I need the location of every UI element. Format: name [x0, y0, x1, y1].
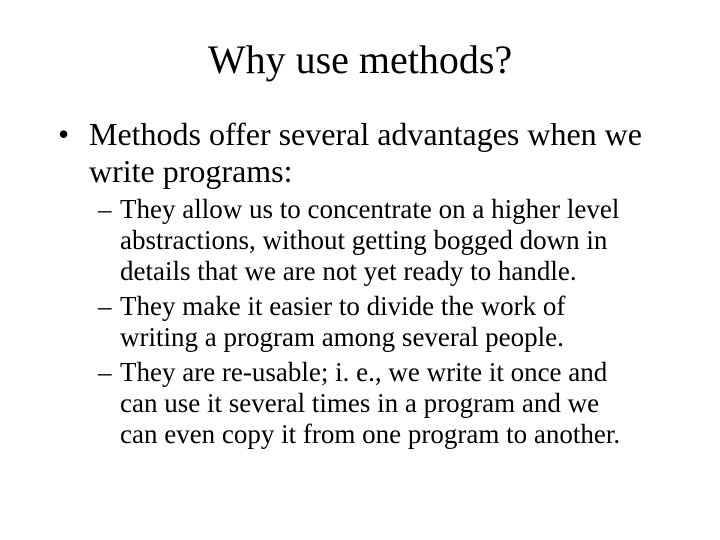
slide-title: Why use methods? — [207, 37, 513, 82]
bullet-methods-advantages — [58, 116, 698, 190]
bullet-text — [58, 116, 698, 190]
subbullet-line: can even copy it from one program to another. — [120, 419, 621, 449]
subbullet-list — [98, 194, 698, 454]
subbullet-text — [98, 194, 698, 287]
bullet-marker: • — [58, 116, 70, 152]
subbullet-line: abstractions, without getting bogged down in — [120, 225, 608, 255]
dash-marker: – — [98, 357, 112, 387]
subbullet-text — [98, 291, 698, 353]
subbullet-line: can use it several times in a program and we — [120, 388, 600, 418]
subbullet-line: They make it easier to divide the work of — [120, 291, 566, 321]
subbullet-divide-work — [98, 291, 698, 353]
dash-marker: – — [98, 291, 112, 321]
subbullet-line: They are re-usable; i. e., we write it once and — [120, 357, 608, 387]
subbullet-line: writing a program among several people. — [120, 322, 564, 352]
bullet-line: write programs: — [89, 153, 293, 189]
subbullet-line: They allow us to concentrate on a higher level — [120, 194, 620, 224]
subbullet-higher-level — [98, 194, 698, 287]
dash-marker: – — [98, 194, 112, 224]
subbullet-text — [98, 357, 698, 450]
bullet-line: Methods offer several advantages when we — [89, 116, 642, 152]
subbullet-reusable — [98, 357, 698, 450]
subbullet-line: details that we are not yet ready to handle. — [120, 256, 577, 286]
